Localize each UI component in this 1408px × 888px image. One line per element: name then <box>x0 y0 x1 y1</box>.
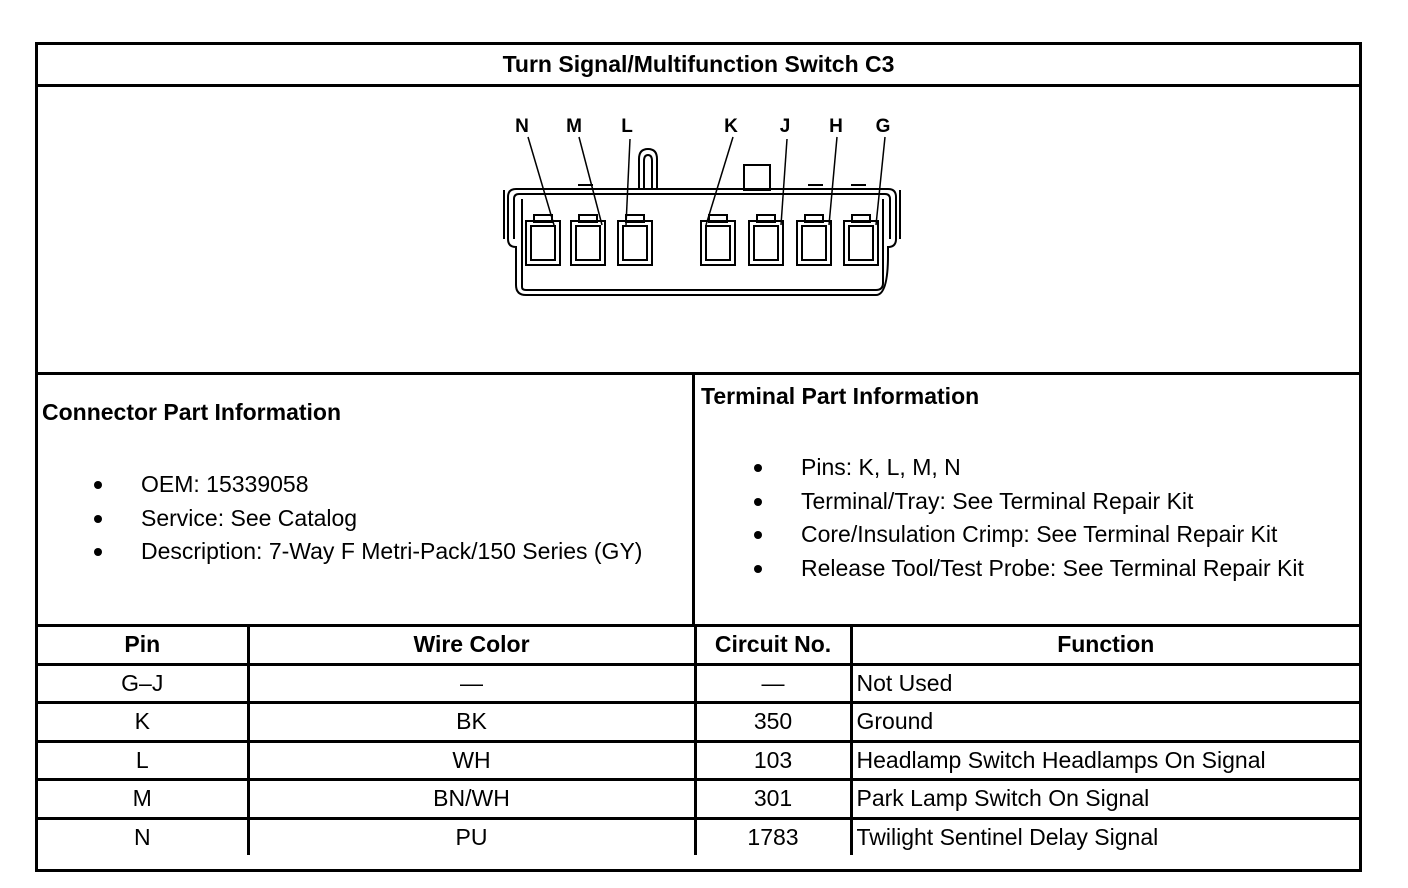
pin-label-L: L <box>621 116 633 137</box>
table-row <box>38 818 1359 855</box>
leader-line-L <box>626 139 630 225</box>
cell-pin: M <box>38 780 248 819</box>
list-item: Description: 7-Way F Metri-Pack/150 Series (GY) <box>38 535 693 569</box>
cavity-N <box>526 215 560 265</box>
header-circuit-no: Circuit No. <box>695 627 851 664</box>
cavity-L <box>618 215 652 265</box>
connector-part-info-heading: Connector Part Information <box>42 399 342 425</box>
pin-label-M: M <box>566 116 582 137</box>
cell-function: Not Used <box>851 664 1359 703</box>
header-function: Function <box>851 627 1359 664</box>
header-wire-color: Wire Color <box>248 627 695 664</box>
cavity-J <box>749 215 783 265</box>
cell-circuit-no: — <box>695 664 851 703</box>
leader-line-N <box>528 137 554 225</box>
pin-table <box>38 627 1359 855</box>
connector-diagram <box>38 87 1359 375</box>
part-information <box>38 375 1359 627</box>
connector-part-info-list <box>38 468 693 569</box>
pin-label-G: G <box>875 116 891 137</box>
cell-wire-color: — <box>248 664 695 703</box>
cavity-M <box>571 215 605 265</box>
connector-face-drawing <box>38 87 1359 372</box>
cell-circuit-no: 301 <box>695 780 851 819</box>
pin-label-J: J <box>779 116 791 137</box>
cavity-G <box>844 215 878 265</box>
connector-title: Turn Signal/Multifunction Switch C3 <box>38 45 1359 87</box>
pin-label-N: N <box>515 116 529 137</box>
cell-wire-color: WH <box>248 741 695 780</box>
leader-line-H <box>829 137 837 225</box>
cell-function: Ground <box>851 703 1359 742</box>
cell-function: Twilight Sentinel Delay Signal <box>851 818 1359 855</box>
cell-circuit-no: 350 <box>695 703 851 742</box>
cell-pin: K <box>38 703 248 742</box>
leader-line-J <box>781 139 787 225</box>
cavity-H <box>797 215 831 265</box>
list-item: Release Tool/Test Probe: See Terminal Repair Kit <box>695 552 1359 586</box>
list-item: OEM: 15339058 <box>38 468 693 502</box>
cell-function: Park Lamp Switch On Signal <box>851 780 1359 819</box>
terminal-part-info <box>695 375 1359 624</box>
cell-function: Headlamp Switch Headlamps On Signal <box>851 741 1359 780</box>
list-item: Pins: K, L, M, N <box>695 451 1359 485</box>
cell-pin: L <box>38 741 248 780</box>
connector-sheet <box>35 42 1362 872</box>
leader-line-K <box>706 137 733 225</box>
table-row <box>38 780 1359 819</box>
cell-wire-color: BK <box>248 703 695 742</box>
list-item: Terminal/Tray: See Terminal Repair Kit <box>695 485 1359 519</box>
table-row <box>38 664 1359 703</box>
cell-pin: G–J <box>38 664 248 703</box>
cell-wire-color: PU <box>248 818 695 855</box>
leader-line-M <box>579 137 602 225</box>
cell-pin: N <box>38 818 248 855</box>
cell-wire-color: BN/WH <box>248 780 695 819</box>
list-item: Service: See Catalog <box>38 502 693 536</box>
pin-label-K: K <box>724 116 738 137</box>
header-pin: Pin <box>38 627 248 664</box>
terminal-part-info-list <box>695 451 1359 585</box>
table-row <box>38 703 1359 742</box>
list-item: Core/Insulation Crimp: See Terminal Repair Kit <box>695 518 1359 552</box>
table-row <box>38 741 1359 780</box>
connector-part-info <box>38 375 695 624</box>
pin-label-H: H <box>829 116 843 137</box>
cell-circuit-no: 103 <box>695 741 851 780</box>
cell-circuit-no: 1783 <box>695 818 851 855</box>
table-header-row <box>38 627 1359 664</box>
terminal-part-info-heading: Terminal Part Information <box>701 383 980 409</box>
